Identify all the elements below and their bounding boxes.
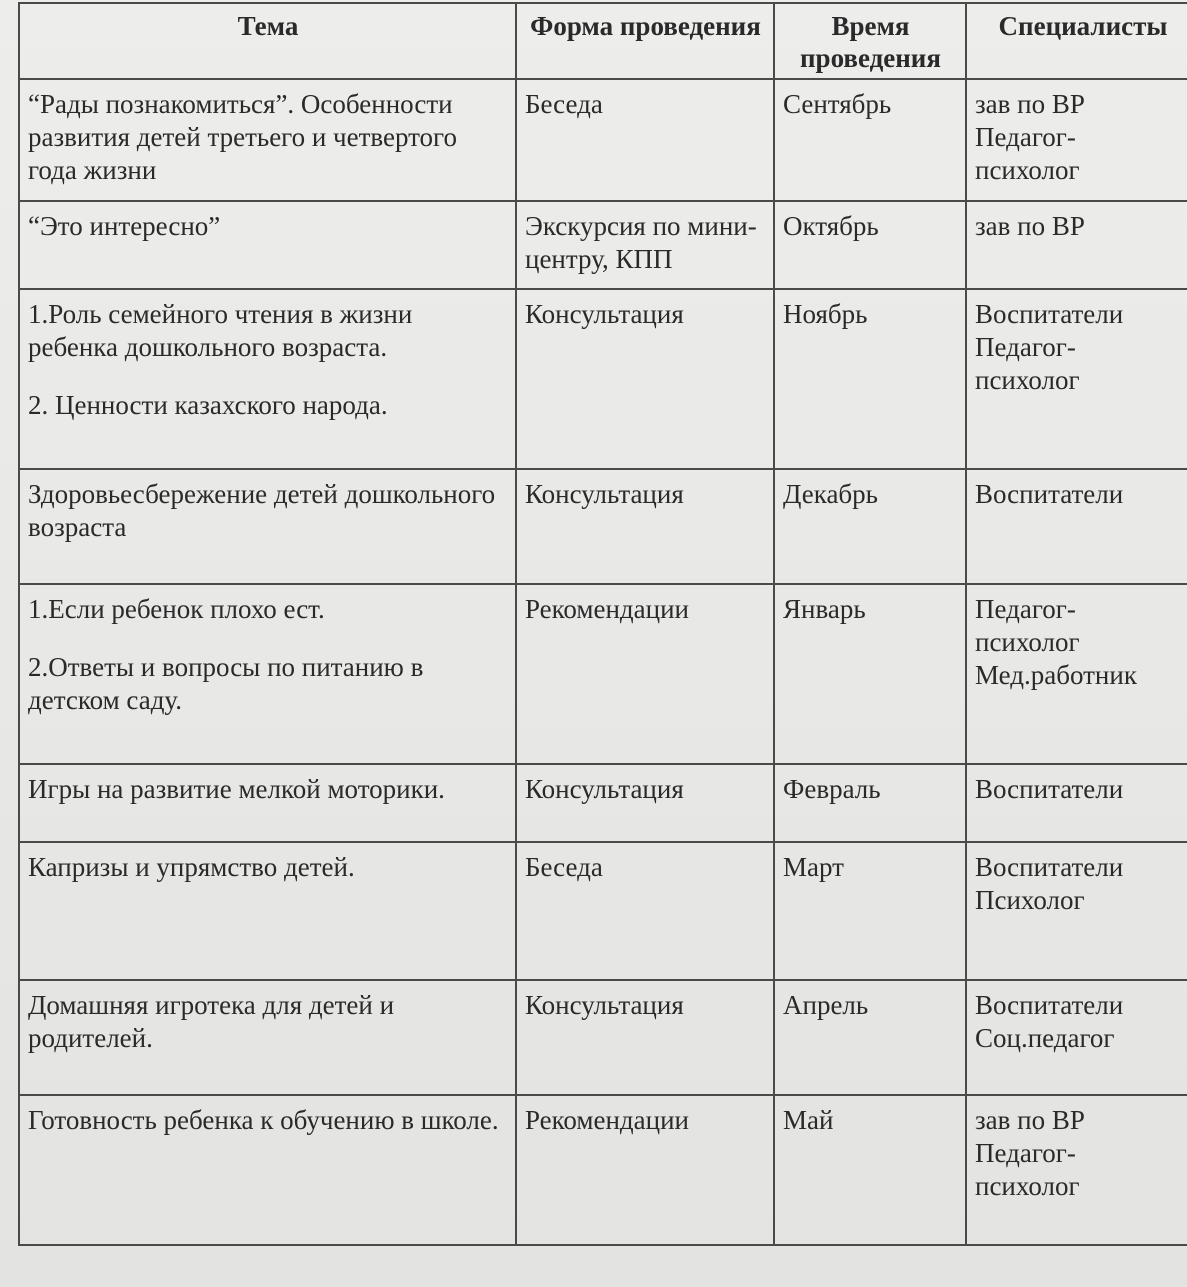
topic-text: Капризы и упрямство детей. (28, 852, 355, 882)
time-cell: Январь (774, 584, 966, 764)
time-cell: Февраль (774, 764, 966, 842)
specialist-line: Соц.педагог (975, 1023, 1115, 1053)
specialists-cell (966, 1095, 1187, 1245)
specialists-cell (966, 584, 1187, 764)
topic-cell (19, 79, 516, 201)
topic-cell (19, 584, 516, 764)
header-form: Форма проведения (516, 3, 774, 79)
topic-cell (19, 980, 516, 1095)
topic-text: Готовность ребенка к обучению в школе. (28, 1105, 499, 1135)
specialist-line: психолог (975, 155, 1080, 185)
parent-work-plan-table (18, 2, 1187, 1246)
topic-text: Игры на развитие мелкой моторики. (28, 774, 445, 804)
specialist-line: Педагог- (975, 332, 1076, 362)
topic-text: 2.Ответы и вопросы по питанию в детском саду. (28, 652, 424, 715)
header-topic: Тема (19, 3, 516, 79)
specialist-line: Воспитатели (975, 299, 1124, 329)
form-cell: Беседа (516, 842, 774, 980)
specialists-cell (966, 201, 1187, 289)
specialist-line: психолог (975, 1171, 1080, 1201)
specialists-cell (966, 764, 1187, 842)
specialist-line: Воспитатели (975, 479, 1124, 509)
topic-text: 1.Если ребенок плохо ест. (28, 594, 325, 624)
specialist-line: Психолог (975, 885, 1085, 915)
form-cell: Экскурсия по мини-центру, КПП (516, 201, 774, 289)
topic-text: Здоровьесбережение детей дошкольного возраста (28, 479, 496, 542)
table-row (19, 1095, 1187, 1245)
time-cell: Апрель (774, 980, 966, 1095)
table-row (19, 980, 1187, 1095)
specialist-line: Воспитатели (975, 852, 1124, 882)
table-row (19, 79, 1187, 201)
topic-text: 1.Роль семейного чтения в жизни ребенка дошкольного возраста. (28, 299, 413, 362)
specialists-cell (966, 289, 1187, 469)
table-row (19, 201, 1187, 289)
form-cell: Беседа (516, 79, 774, 201)
specialist-line: Мед.работник (975, 660, 1137, 690)
table-row (19, 289, 1187, 469)
specialist-line: Педагог- (975, 1138, 1076, 1168)
form-cell: Консультация (516, 289, 774, 469)
time-cell: Сентябрь (774, 79, 966, 201)
topic-text: Домашняя игротека для детей и родителей. (28, 990, 395, 1053)
form-cell: Рекомендации (516, 1095, 774, 1245)
table-row (19, 584, 1187, 764)
table-header-row (19, 3, 1187, 79)
topic-cell (19, 1095, 516, 1245)
specialist-line: зав по ВР (975, 211, 1085, 241)
topic-text: “Рады познакомиться”. Особенности развития детей третьего и четвертого года жизни (28, 89, 457, 185)
topic-cell (19, 289, 516, 469)
table-row (19, 764, 1187, 842)
time-cell: Декабрь (774, 469, 966, 584)
topic-cell (19, 842, 516, 980)
form-cell: Рекомендации (516, 584, 774, 764)
topic-cell (19, 469, 516, 584)
specialist-line: Педагог- (975, 594, 1076, 624)
specialists-cell (966, 469, 1187, 584)
specialist-line: психолог (975, 365, 1080, 395)
topic-text: “Это интересно” (28, 211, 221, 241)
specialist-line: Воспитатели (975, 990, 1124, 1020)
specialist-line: Педагог- (975, 122, 1076, 152)
table-row (19, 469, 1187, 584)
time-cell: Май (774, 1095, 966, 1245)
specialists-cell (966, 79, 1187, 201)
form-cell: Консультация (516, 980, 774, 1095)
topic-cell (19, 201, 516, 289)
specialist-line: Воспитатели (975, 774, 1124, 804)
specialist-line: зав по ВР (975, 89, 1085, 119)
header-specialists: Специалисты (966, 3, 1187, 79)
topic-cell (19, 764, 516, 842)
table-row (19, 842, 1187, 980)
time-cell: Ноябрь (774, 289, 966, 469)
specialists-cell (966, 842, 1187, 980)
time-cell: Март (774, 842, 966, 980)
specialists-cell (966, 980, 1187, 1095)
time-cell: Октябрь (774, 201, 966, 289)
header-time: Время проведения (774, 3, 966, 79)
specialist-line: психолог (975, 627, 1080, 657)
topic-text: 2. Ценности казахского народа. (28, 390, 388, 420)
form-cell: Консультация (516, 764, 774, 842)
specialist-line: зав по ВР (975, 1105, 1085, 1135)
form-cell: Консультация (516, 469, 774, 584)
